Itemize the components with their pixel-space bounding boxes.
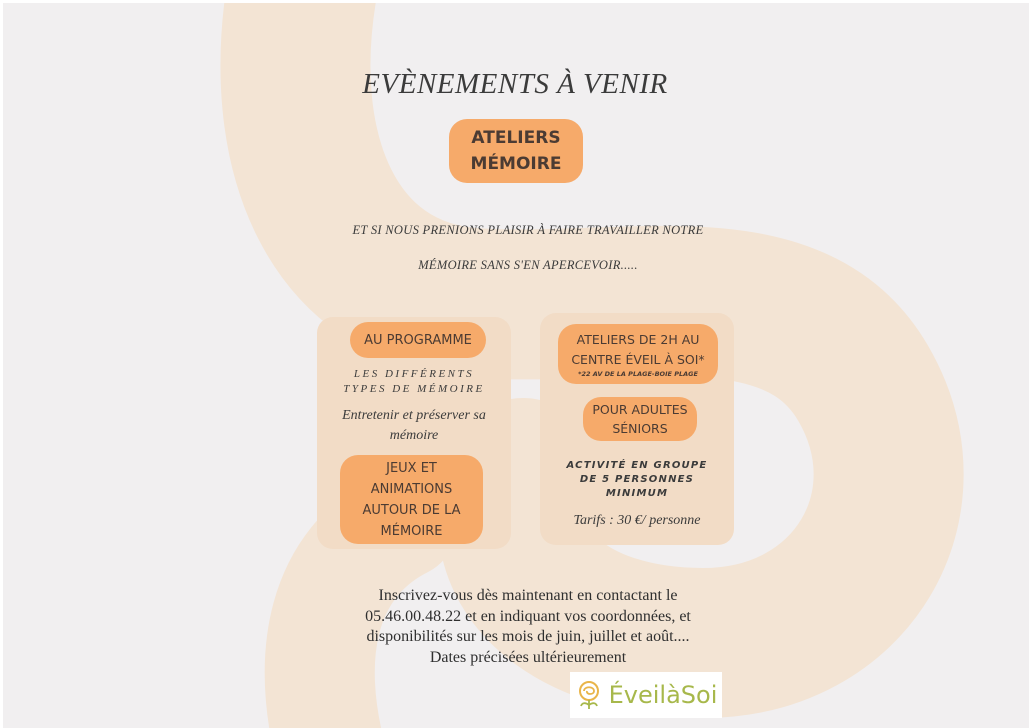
footer-line: Inscrivez-vous dès maintenant en contactant le <box>378 587 678 604</box>
group-activity-text <box>540 459 734 501</box>
footer-line: disponibilités sur les mois de juin, juillet et août.... <box>366 628 690 645</box>
ateliers-duration-badge <box>558 324 718 384</box>
activite-line: ACTIVITÉ EN GROUPE <box>566 460 708 471</box>
footer-line: Dates précisées ultérieurement <box>429 648 627 666</box>
entretenir-line: Entretenir et préserver sa <box>342 408 486 423</box>
address-text: *22 AV DE LA PLAGE-BOIE PLAGE <box>578 369 698 378</box>
badge-line: MÉMOIRE <box>470 154 562 174</box>
ateliers-memoire-badge <box>449 119 583 183</box>
activite-line: MINIMUM <box>605 488 669 499</box>
types-line: LES DIFFÉRENTS <box>353 368 475 380</box>
badge-line: ATELIERS <box>471 128 561 148</box>
page-title: EVÈNEMENTS À VENIR <box>362 68 668 100</box>
types-line: TYPES DE MÉMOIRE <box>343 383 485 395</box>
ateliers-line: CENTRE ÉVEIL À SOI* <box>571 351 705 367</box>
jeux-line: JEUX ET <box>386 460 437 476</box>
ateliers-line: ATELIERS DE 2H AU <box>576 331 700 347</box>
program-label: AU PROGRAMME <box>350 322 486 358</box>
activite-line: DE 5 PERSONNES <box>579 474 695 485</box>
entretenir-line: mémoire <box>389 428 439 443</box>
memory-types-text <box>317 367 511 397</box>
tarifs-text: Tarifs : 30 €/ personne <box>573 513 701 528</box>
logo-wordmark: ÉveilàSoi <box>608 681 718 709</box>
audience-badge <box>583 397 697 441</box>
rose-icon <box>575 679 603 711</box>
jeux-line: MÉMOIRE <box>380 523 443 539</box>
intro-line: MÉMOIRE SANS S'EN APERCEVOIR..... <box>418 258 638 272</box>
eveil-a-soi-logo <box>570 672 722 718</box>
jeux-line: AUTOUR DE LA <box>362 502 461 518</box>
entretenir-text <box>317 406 511 446</box>
intro-line: ET SI NOUS PRENIONS PLAISIR À FAIRE TRAVAILLER NOTRE <box>352 223 704 237</box>
audience-line: SÉNIORS <box>612 421 668 436</box>
registration-text <box>0 586 1030 668</box>
jeux-line: ANIMATIONS <box>370 481 453 497</box>
footer-line: 05.46.00.48.22 et en indiquant vos coordonnées, et <box>365 607 691 625</box>
audience-line: POUR ADULTES <box>592 402 688 417</box>
jeux-badge <box>340 455 483 544</box>
